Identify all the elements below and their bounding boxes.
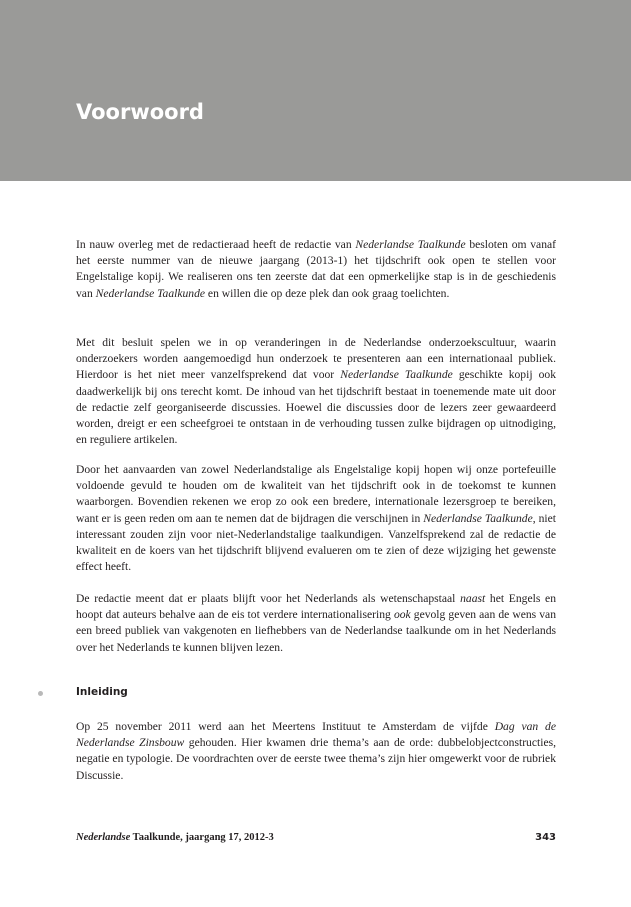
text: gevolg geven aan de wens van een breed publiek van vakgenoten en liefhebbers van de Nederlandse taalkunde om in het Nederlands over het Nederlands te kunnen blijven lezen. — [76, 608, 556, 654]
paragraph — [76, 591, 556, 656]
text: geschikte kopij ook daadwerkelijk bij ons terecht komt. De inhoud van het tijdschrift bestaat in toenemende mate uit door de redactie zelf georganiseerde discussies. Hoewel die discussies door de lezers zeer gewaardeerd worden, dreigt er een scheefgroei te ontstaan in de verhouding tussen zulke bijdragen op uitnodiging, en reguliere artikelen. — [76, 368, 557, 447]
italic-text: Nederlandse Taalkunde — [355, 238, 466, 251]
running-footer — [76, 832, 274, 843]
text: Met dit besluit spelen we in op veranderingen in de Nederlandse onderzoekscultuur, waarin onderzoekers worden aangemoedigd hun onderzoek te presenteren aan een internationaal publiek. Hierdoor is het niet meer vanzelfsprekend dat voor — [76, 336, 556, 382]
paragraph — [76, 462, 556, 575]
page-number: 343 — [535, 832, 556, 843]
journal-name-italic: Nederlandse — [76, 832, 131, 843]
paragraph — [76, 237, 556, 302]
text: en willen die op deze plek dan ook graag toelichten. — [205, 286, 450, 300]
italic-text: naast — [460, 592, 486, 605]
header-band — [0, 0, 631, 181]
paragraph — [76, 719, 556, 784]
text: Op 25 november 2011 werd aan het Meertens Instituut te Amsterdam de vijfde — [76, 720, 495, 733]
text: In nauw overleg met de redactieraad heeft de redactie van — [76, 238, 356, 251]
paragraph — [76, 335, 556, 448]
section-heading: Inleiding — [76, 686, 128, 698]
italic-text: ook — [393, 608, 411, 622]
text: , niet interessant zouden zijn voor niet-Nederlandstalige taalkundigen. Vanzelfsprekend zal de redactie de kwaliteit en de koers van het tijdschrift blijvend evalueren om te zien of deze wijziging het gewenste effect heeft. — [76, 511, 556, 574]
italic-text: Nederlandse Taalkunde — [423, 511, 533, 525]
italic-text: Nederlandse Taalkunde — [340, 368, 453, 382]
italic-text: Nederlandse Taalkunde — [95, 286, 206, 300]
italic-text: Dag van de Nederlandse Zinsbouw — [76, 720, 556, 750]
page-title: Voorwoord — [76, 100, 204, 124]
text: gehouden. Hier kwamen drie thema’s aan de orde: dubbelobjectconstructies, negatie en typologie. De voordrachten over de eerste twee thema’s zijn hier omgewerkt voor de rubriek Discussie. — [76, 736, 557, 782]
text: besloten om vanaf het eerste nummer van de nieuwe jaargang (2013-1) het tijdschrift ook open te stellen voor Engelstalige kopij. We realiseren ons ten zeerste dat dat een opmerkelijke stap is in de geschiedenis van — [76, 238, 556, 300]
journal-issue: Taalkunde, jaargang 17, 2012-3 — [130, 832, 274, 843]
text: het Engels en hoopt dat auteurs behalve aan de eis tot verdere internationalisering — [76, 592, 556, 622]
bullet-icon — [38, 691, 43, 696]
text: Door het aanvaarden van zowel Nederlandstalige als Engelstalige kopij hopen wij onze portefeuille voldoende gevuld te houden om de kwaliteit van het tijdschrift ook in de toekomst te kunnen waarborgen. Bovendien rekenen we erop zo ook een bredere, internationale lezersgroep te bereiken, want er is geen reden om aan te nemen dat de bijdragen die verschijnen in — [76, 463, 556, 525]
text: De redactie meent dat er plaats blijft voor het Nederlands als wetenschapstaal — [76, 592, 461, 605]
